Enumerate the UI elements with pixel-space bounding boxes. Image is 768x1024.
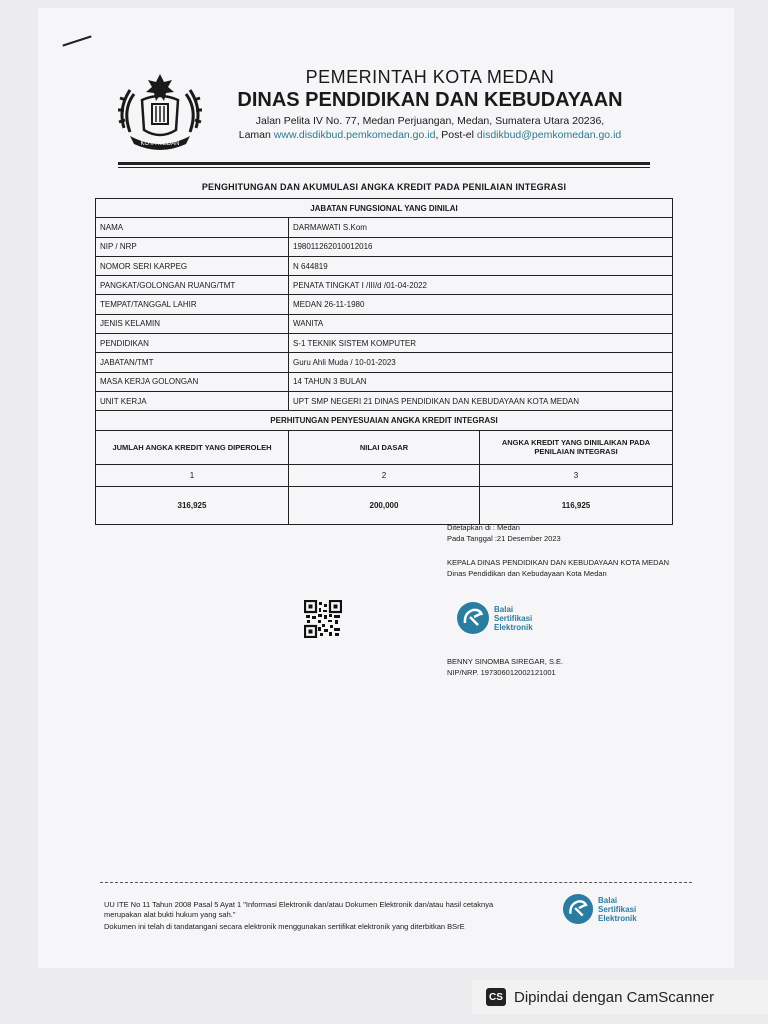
integrated-credit-value: 116,925 bbox=[480, 486, 673, 524]
address: Jalan Pelita IV No. 77, Medan Perjuangan, Medan, Sumatera Utara 20236, bbox=[255, 115, 605, 127]
field-value: 14 TAHUN 3 BULAN bbox=[289, 372, 673, 391]
field-row bbox=[96, 391, 673, 410]
field-value: N 644819 bbox=[289, 256, 673, 275]
field-row bbox=[96, 353, 673, 372]
field-label: PANGKAT/GOLONGAN RUANG/TMT bbox=[96, 276, 289, 295]
field-row bbox=[96, 218, 673, 237]
credit-earned-value: 316,925 bbox=[96, 486, 289, 524]
bsre-line1: Balai bbox=[598, 895, 618, 905]
column-number: 2 bbox=[289, 464, 480, 486]
contact-line bbox=[210, 128, 650, 142]
department-name: DINAS PENDIDIKAN DAN KEBUDAYAAN bbox=[237, 89, 623, 111]
section-header-row bbox=[96, 411, 673, 430]
established-date: Pada Tanggal :21 Desember 2023 bbox=[447, 534, 561, 543]
bsre-seal-icon bbox=[456, 601, 490, 635]
camscanner-label: Dipindai dengan CamScanner bbox=[514, 988, 715, 1006]
field-label: JABATAN/TMT bbox=[96, 353, 289, 372]
footer-note-line1: UU ITE No 11 Tahun 2008 Pasal 5 Ayat 1 "Informasi Elektronik dan/atau Dokumen Elektronik dan/atau hasil cetaknya bbox=[104, 900, 494, 909]
footer-rule bbox=[100, 882, 692, 883]
column-number: 1 bbox=[96, 464, 289, 486]
letterhead-rule-thin bbox=[118, 167, 650, 168]
base-value: 200,000 bbox=[289, 486, 480, 524]
field-value: WANITA bbox=[289, 314, 673, 333]
signatory-title: KEPALA DINAS PENDIDIKAN DAN KEBUDAYAAN KOTA MEDAN bbox=[447, 558, 670, 567]
bsre-line2: Sertifikasi bbox=[598, 904, 637, 914]
field-row bbox=[96, 237, 673, 256]
bsre-line1: Balai bbox=[494, 604, 514, 614]
field-label: PENDIDIKAN bbox=[96, 334, 289, 353]
credit-assessment-table bbox=[95, 198, 673, 525]
signatory-office: Dinas Pendidikan dan Kebudayaan Kota Medan bbox=[447, 569, 607, 578]
bsre-name bbox=[598, 896, 637, 923]
header-integrated-credit: ANGKA KREDIT YANG DINILAIKAN PADA PENILAIAN INTEGRASI bbox=[480, 430, 673, 464]
field-value: S-1 TEKNIK SISTEM KOMPUTER bbox=[289, 334, 673, 353]
bsre-line3: Elektronik bbox=[494, 622, 533, 632]
bsre-logo bbox=[456, 601, 533, 635]
field-row bbox=[96, 276, 673, 295]
bsre-line2: Sertifikasi bbox=[494, 613, 533, 623]
field-label: NIP / NRP bbox=[96, 237, 289, 256]
camscanner-watermark bbox=[472, 980, 768, 1014]
field-row bbox=[96, 295, 673, 314]
bsre-seal-icon bbox=[562, 893, 594, 925]
signatory-nip: NIP/NRP. 197306012002121001 bbox=[447, 668, 556, 677]
field-row bbox=[96, 314, 673, 333]
email-link[interactable]: disdikbud@pemkomedan.go.id bbox=[476, 129, 622, 141]
footer-esign-note: Dokumen ini telah di tandatangani secara elektronik menggunakan sertifikat elektronik yang diterbitkan BSrE bbox=[104, 922, 465, 931]
field-value: PENATA TINGKAT I /III/d /01-04-2022 bbox=[289, 276, 673, 295]
footer-note-line2: merupakan alat bukti hukum yang sah." bbox=[104, 910, 236, 919]
credit-value-row bbox=[96, 486, 673, 524]
header-credit-earned: JUMLAH ANGKA KREDIT YANG DIPEROLEH bbox=[96, 430, 289, 464]
field-row bbox=[96, 334, 673, 353]
section2-title: PERHITUNGAN PENYESUAIAN ANGKA KREDIT INTEGRASI bbox=[96, 411, 673, 430]
signatory bbox=[447, 656, 563, 678]
footer-legal-note bbox=[104, 900, 493, 920]
document-title: PENGHITUNGAN DAN AKUMULASI ANGKA KREDIT PADA PENILAIAN INTEGRASI bbox=[201, 182, 567, 192]
qr-code-icon bbox=[304, 600, 342, 638]
field-value: DARMAWATI S.Kom bbox=[289, 218, 673, 237]
website-link[interactable]: www.disdikbud.pemkomedan.go.id bbox=[273, 129, 436, 141]
medan-crest-logo bbox=[112, 70, 208, 154]
field-row bbox=[96, 372, 673, 391]
field-row bbox=[96, 256, 673, 275]
government-name: PEMERINTAH KOTA MEDAN bbox=[305, 67, 555, 87]
credit-number-row bbox=[96, 464, 673, 486]
field-value: 198011262010012016 bbox=[289, 237, 673, 256]
letterhead bbox=[210, 66, 650, 142]
field-value: Guru Ahli Muda / 10-01-2023 bbox=[289, 353, 673, 372]
credit-header-row bbox=[96, 430, 673, 464]
section-header-row bbox=[96, 199, 673, 218]
field-label: JENIS KELAMIN bbox=[96, 314, 289, 333]
field-value: MEDAN 26-11-1980 bbox=[289, 295, 673, 314]
field-value: UPT SMP NEGERI 21 DINAS PENDIDIKAN DAN KEBUDAYAAN KOTA MEDAN bbox=[289, 391, 673, 410]
signatory-position bbox=[447, 557, 669, 579]
web-label: Laman bbox=[238, 129, 271, 141]
email-label: , Post-el bbox=[435, 129, 474, 141]
footer-bsre-logo bbox=[562, 893, 637, 925]
bsre-name bbox=[494, 605, 533, 632]
header-base-value: NILAI DASAR bbox=[289, 430, 480, 464]
letterhead-rule-thick bbox=[118, 162, 650, 165]
field-label: NAMA bbox=[96, 218, 289, 237]
crest-ribbon-text: KOTA MEDAN bbox=[140, 141, 180, 147]
camscanner-logo-icon: CS bbox=[486, 988, 506, 1006]
field-label: TEMPAT/TANGGAL LAHIR bbox=[96, 295, 289, 314]
established-place: Ditetapkan di : Medan bbox=[447, 523, 520, 532]
signatory-name: BENNY SINOMBA SIREGAR, S.E. bbox=[447, 657, 564, 666]
field-label: UNIT KERJA bbox=[96, 391, 289, 410]
signature-place-date bbox=[447, 522, 561, 544]
field-label: NOMOR SERI KARPEG bbox=[96, 256, 289, 275]
section1-title: JABATAN FUNGSIONAL YANG DINILAI bbox=[96, 199, 673, 218]
bsre-line3: Elektronik bbox=[598, 913, 637, 923]
field-label: MASA KERJA GOLONGAN bbox=[96, 372, 289, 391]
column-number: 3 bbox=[480, 464, 673, 486]
